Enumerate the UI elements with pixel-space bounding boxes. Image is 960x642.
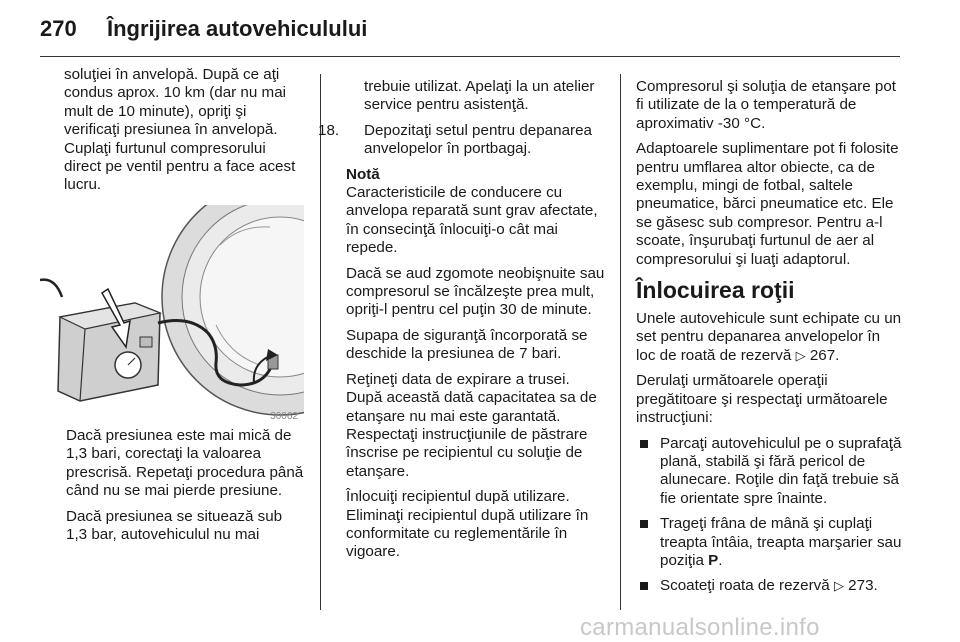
step-number: 18. (318, 121, 340, 139)
page-title: Îngrijirea autovehiculului (107, 16, 368, 41)
list-item-text: Parcaţi autovehiculul pe o suprafaţă plană, stabilă şi fără pericol de alunecare. Roţile din faţă trebuie să fie orientate spre înainte. (660, 434, 902, 507)
paragraph: Supapa de siguranţă încorporată se deschide la presiunea de 7 bari. (346, 326, 588, 363)
paragraph: Dacă presiunea se situează sub 1,3 bar, autovehiculul nu mai (66, 507, 283, 544)
section-heading: Înlocuirea roţii (636, 277, 795, 304)
paragraph: Înlocuiţi recipientul după utilizare. Eliminaţi recipientul după utilizare în conformitate cu reglementările în vigoare. (346, 488, 589, 561)
compressor-illustration (40, 205, 304, 425)
figure-code: 30062 (270, 411, 298, 422)
paragraph: Reţineţi data de expirare a trusei. După această dată capacitatea sa de etanşare nu mai este garantată. Respectaţi instrucţiunile de păstrare înscrise pe recipientul cu soluţie de etanşare. (346, 370, 597, 480)
note-block (340, 166, 606, 562)
list-item (636, 515, 902, 570)
header-divider (40, 56, 900, 57)
list-item-end: . (718, 551, 723, 569)
paragraph: Adaptoarele suplimentare pot fi folosite pentru umflarea altor obiecte, ca de exemplu, mingi de fotbal, saltele pneumatice, bărci pneumatice etc. Ele se găsesc sub compresor. Pentru a-l scoate, înşurubaţi furtunul de aer al compresorului şi luaţi adaptorul. (636, 140, 899, 268)
list-item-text: Trageţi frâna de mână şi cuplaţi treapta întâia, treapta marşarier sau poziţia (660, 515, 902, 569)
paragraph: Dacă se aud zgomote neobişnuite sau compresorul se încălzeşte prea mult, opriţi-l pentru cel puţin 30 de minute. (346, 264, 605, 319)
step-text: Depozitaţi setul pentru depanarea anvelopelor în portbagaj. (364, 121, 592, 158)
page-ref[interactable]: 267. (809, 346, 840, 364)
bullet-square-icon (640, 440, 648, 448)
watermark: carmanualsonline.info (580, 614, 820, 641)
page-number: 270 (40, 16, 77, 41)
paragraph: Dacă presiunea este mai mică de 1,3 bari, corectaţi la valoarea prescrisă. Repetaţi procedura până când nu se mai pierde presiune. (66, 427, 304, 500)
paragraph-text: Unele autovehicule sunt echipate cu un set pentru depanarea anvelopelor în loc de roată de rezervă (636, 310, 902, 364)
paragraph: soluţiei în anvelopă. După ce aţi condus aprox. 10 km (dar nu mai mult de 10 minute), opriţi şi verificaţi presiunea în anvelopă. Cuplaţi furtunul compresorului direct pe ventil pentru a face acest lucru. (64, 66, 296, 194)
paragraph: Derulaţi următoarele operaţii pregătitoare şi respectaţi următoarele instrucţiuni: (636, 372, 888, 427)
column-divider-1 (320, 74, 321, 610)
compressor-drawing (40, 205, 304, 425)
column-2 (318, 78, 606, 569)
paragraph: Compresorul şi soluţia de etanşare pot fi utilizate de la o temperatură de aproximativ -30 °C. (636, 78, 897, 132)
note-text: Caracteristicile de conducere cu anvelopa reparată sunt grav afectate, în consecinţă înlocuiţi-o cât mai repede. (346, 184, 598, 257)
page-header (0, 0, 960, 60)
page-ref-icon: ▷ (795, 347, 806, 363)
column-1 (40, 66, 306, 202)
bullet-square-icon (640, 582, 648, 590)
list-item (636, 577, 902, 595)
paragraph (636, 310, 902, 365)
column-1-lower (66, 427, 306, 551)
page-ref[interactable]: 273. (848, 577, 878, 595)
paragraph: trebuie utilizat. Apelaţi la un atelier service pentru asistenţă. (364, 78, 595, 114)
bullet-square-icon (640, 520, 648, 528)
column-3 (636, 78, 902, 603)
gear-position-label: P (708, 551, 719, 569)
column-divider-2 (620, 74, 621, 610)
numbered-step-18 (318, 121, 606, 159)
list-item (636, 435, 902, 509)
note-heading: Notă (346, 165, 380, 183)
list-item-text: Scoateţi roata de rezervă (660, 577, 830, 595)
page-ref-icon: ▷ (833, 578, 844, 594)
